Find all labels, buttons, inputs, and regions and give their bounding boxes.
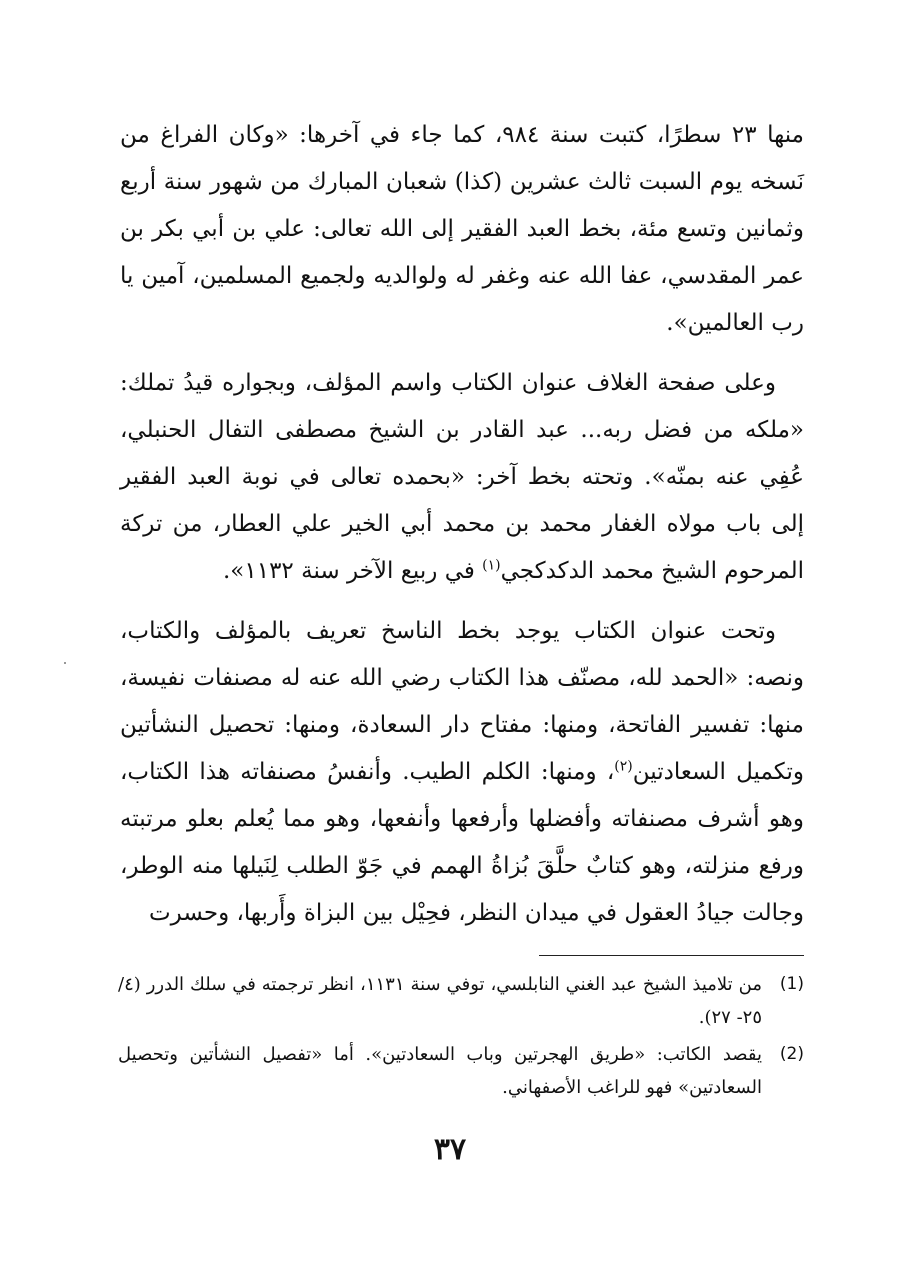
footnotes	[118, 968, 804, 1108]
footnote-ref-1: (١)	[482, 557, 501, 574]
footnote-text: يقصد الكاتب: «طريق الهجرتين وباب السعادتين». أما «تفصيل النشأتين وتحصيل السعادتين» فهو للراغب الأصفهاني.	[118, 1044, 762, 1098]
footnote-separator	[539, 955, 804, 956]
footnote-2	[118, 1038, 804, 1104]
paragraph-cover-page	[120, 360, 804, 595]
paragraph-text: وعلى صفحة الغلاف عنوان الكتاب واسم المؤلف، وبجواره قيدُ تملك: «ملكه من فضل ربه... عبد القادر بن الشيخ مصطفى التفال الحنبلي، عُفِي عنه بمنّه». وتحته بخط آخر: «بحمده تعالى في نوبة العبد الفقير إلى باب مولاه الغفار محمد بن محمد أبي الخير علي العطار، من تركة المرحوم الشيخ محمد الدكدكجي	[120, 370, 804, 584]
footnote-1	[118, 968, 804, 1034]
main-text	[120, 112, 804, 950]
page-number: ٣٧	[433, 1132, 467, 1167]
footnote-ref-2: (٢)	[614, 758, 633, 775]
footnote-number: (1)	[779, 974, 804, 994]
footnote-text: من تلاميذ الشيخ عبد الغني النابلسي، توفي سنة ١١٣١، انظر ترجمته في سلك الدرر (٤/ ٢٥- ٢٧).	[118, 974, 762, 1028]
paragraph-text: في ربيع الآخر سنة ١١٣٢».	[222, 558, 483, 584]
paragraph-text: منها ٢٣ سطرًا، كتبت سنة ٩٨٤، كما جاء في آخرها: «وكان الفراغ من نَسخه يوم السبت ثالث عشرين (كذا) شعبان المبارك من شهور سنة أربع وثمانين وتسع مئة، بخط العبد الفقير إلى الله تعالى: علي بن أبي بكر بن عمر المقدسي، عفا الله عنه وغفر له ولوالديه ولجميع المسلمين، آمين يا رب العالمين».	[120, 122, 804, 336]
paragraph-colophon	[120, 112, 804, 347]
paragraph-text: وتحت عنوان الكتاب يوجد بخط الناسخ تعريف بالمؤلف والكتاب، ونصه: «الحمد لله، مصنّف هذا الكتاب رضي الله عنه له مصنفات نفيسة، منها: تفسير الفاتحة، ومنها: مفتاح دار السعادة، ومنها: تحصيل النشأتين وتكميل السعادتين	[120, 618, 804, 785]
footnote-number: (2)	[779, 1044, 804, 1064]
paragraph-author-description	[120, 608, 804, 937]
scan-speck	[64, 662, 66, 664]
paragraph-text: ، ومنها: الكلم الطيب. وأنفسُ مصنفاته هذا الكتاب، وهو أشرف مصنفاته وأفضلها وأرفعها وأنفعها، وهو مما يُعلم بعلو مرتبته ورفع منزلته، وهو كتابٌ حلَّقَ بُزاةُ الهمم في جَوّ الطلب لِنَيلها منه الوطر، وجالت جيادُ العقول في ميدان النظر، فحِيْل بين البزاة وأَربها، وحسرت	[120, 759, 805, 926]
